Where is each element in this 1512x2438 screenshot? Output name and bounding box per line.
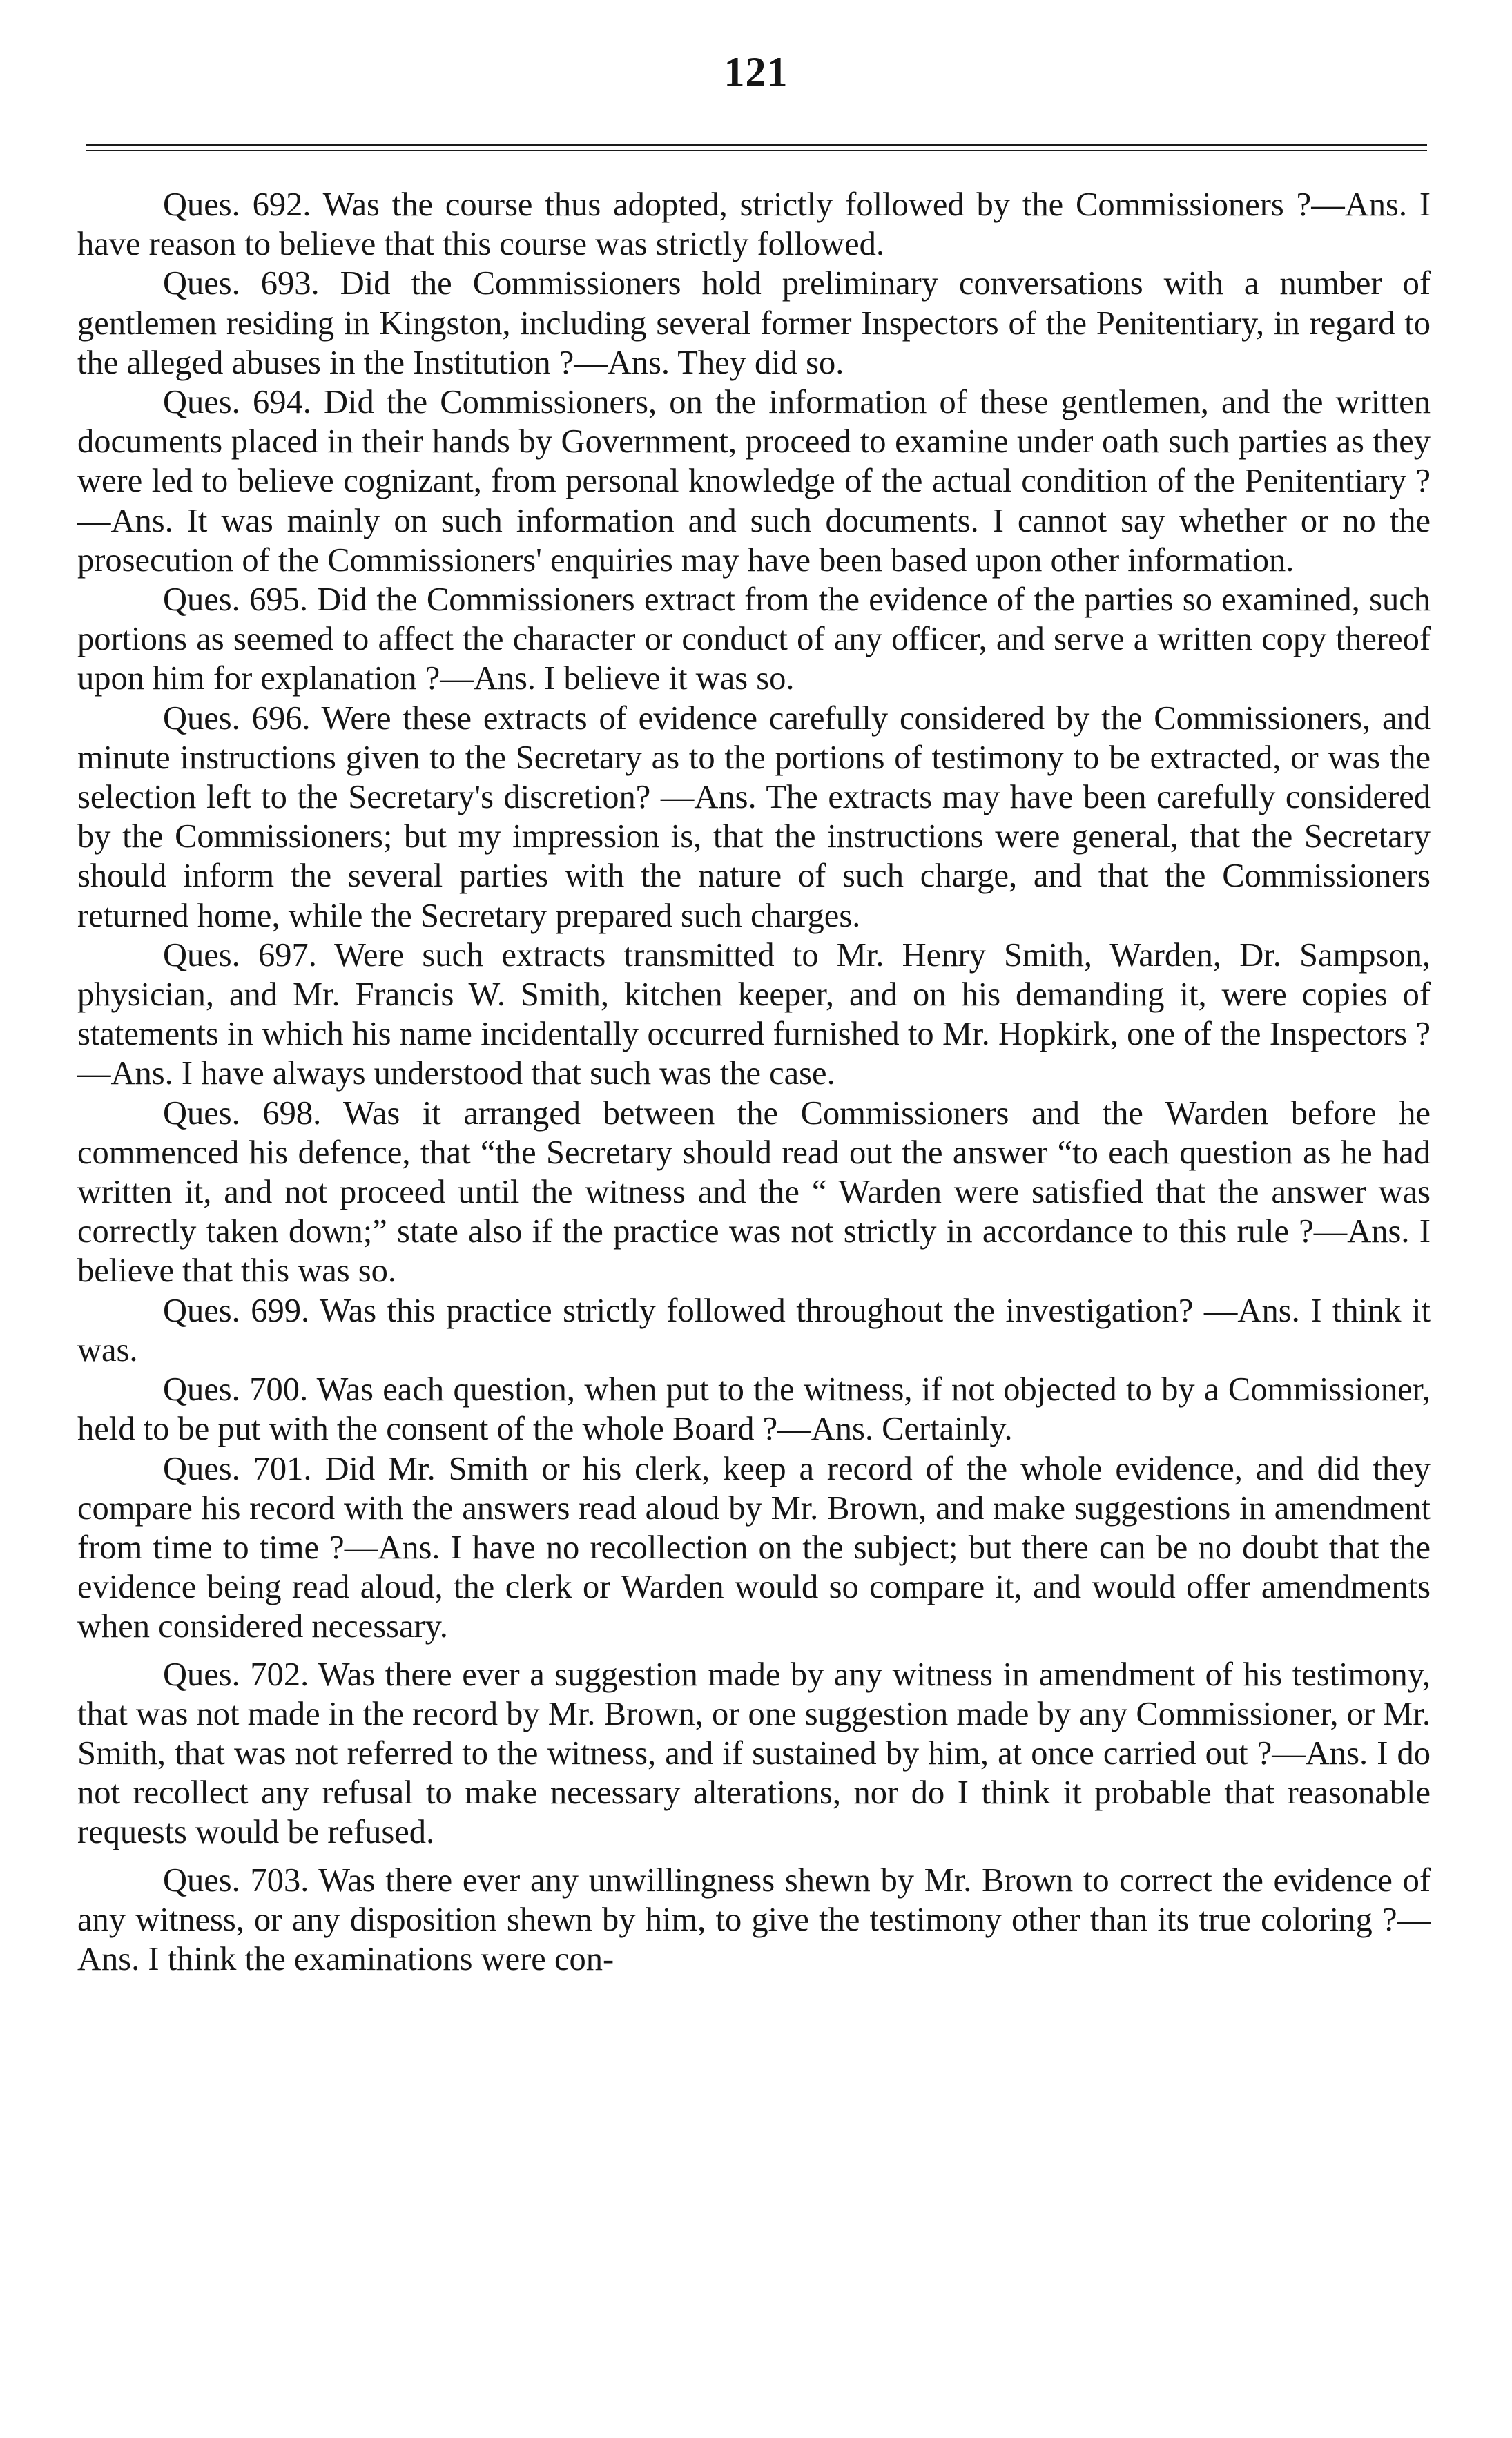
question-label: Ques. 699. — [163, 1292, 310, 1329]
qa-entry-696 — [77, 699, 1431, 936]
qa-entry-699 — [77, 1291, 1431, 1370]
question-label: Ques. 694. — [163, 384, 311, 421]
entry-text: Did the Commissioners hold preliminary conversations with a number of gentlemen residing in Kingston, including several former Inspectors of the Penitentiary, in regard to the alleged abuses in the Institution ?—Ans. They did so. — [77, 265, 1431, 381]
qa-entry-695 — [77, 580, 1431, 699]
qa-entry-702 — [77, 1655, 1431, 1852]
qa-entry-692 — [77, 185, 1431, 264]
qa-entry-697 — [77, 936, 1431, 1094]
entry-text: Was there ever a suggestion made by any witness in amendment of his testimony, that was not made in the record by Mr. Brown, or one suggestion made by any Commissioner, or Mr. Smith, that was not referred to the witness, and if sustained by him, at once carried out ?—Ans. I do not recollect any refusal to make necessary alterations, nor do I think it probable that reasonable requests would be refused. — [77, 1656, 1431, 1851]
question-label: Ques. 697. — [163, 936, 317, 974]
qa-entry-701 — [77, 1449, 1431, 1647]
header-rule — [86, 144, 1427, 153]
qa-entry-700 — [77, 1370, 1431, 1449]
entry-text: Were such extracts transmitted to Mr. Henry Smith, Warden, Dr. Sampson, physician, and Mr. Francis W. Smith, kitchen keeper, and on his demanding it, were copies of statements in which his name incidentally occurred furnished to Mr. Hopkirk, one of the Inspectors ?—Ans. I have always understood that such was the case. — [77, 936, 1431, 1092]
question-label: Ques. 702. — [163, 1656, 309, 1693]
question-label: Ques. 703. — [163, 1861, 309, 1899]
entry-text: Did Mr. Smith or his clerk, keep a record of the whole evidence, and did they compare his record with the answers read aloud by Mr. Brown, and make suggestions in amendment from time to time ?—Ans. I have no recollection on the subject; but there can be no doubt that the evidence being read aloud, the clerk or Warden would so compare it, and would offer amendments when considered necessary. — [77, 1450, 1431, 1645]
entry-text: Did the Commissioners extract from the evidence of the parties so examined, such portions as seemed to affect the character or conduct of any officer, and serve a written copy thereof upon him for explanation ?—Ans. I believe it was so. — [77, 581, 1431, 697]
question-label: Ques. 701. — [163, 1450, 312, 1487]
entry-text: Did the Commissioners, on the information of these gentlemen, and the written documents placed in their hands by Government, proceed to examine under oath such parties as they were led to believe cognizant, from personal knowledge of the actual condition of the Penitentiary ?—Ans. It was mainly on such information and such documents. I cannot say whether or no the prosecution of the Commissioners' enquiries may have been based upon other information. — [77, 384, 1431, 579]
question-label: Ques. 696. — [163, 699, 311, 737]
qa-entry-694 — [77, 383, 1431, 580]
page-number: 121 — [724, 49, 788, 95]
question-label: Ques. 700. — [163, 1371, 309, 1409]
question-label: Ques. 692. — [163, 186, 311, 223]
header-rule-thin — [86, 150, 1427, 151]
question-label: Ques. 693. — [163, 265, 320, 302]
qa-entry-703 — [77, 1861, 1431, 1980]
question-label: Ques. 695. — [163, 581, 308, 619]
entry-text: Was there ever any unwillingness shewn by Mr. Brown to correct the evidence of any witness, or any disposition shewn by him, to give the testimony other than its true coloring ?—Ans. I think the examinations were con- — [77, 1861, 1431, 1977]
entry-text: Was the course thus adopted, strictly followed by the Commissioners ?—Ans. I have reason to believe that this course was strictly followed. — [77, 186, 1431, 263]
qa-entry-698 — [77, 1094, 1431, 1291]
entry-text: Was each question, when put to the witness, if not objected to by a Commissioner, held to be put with the consent of the whole Board ?—Ans. Certainly. — [77, 1371, 1431, 1448]
entry-text: Were these extracts of evidence carefully considered by the Commissioners, and minute instructions given to the Secretary as to the portions of testimony to be extracted, or was the selection left to the Secretary's discretion? —Ans. The extracts may have been carefully considered by the Commissioners; but my impression is, that the instructions were general, that the Secretary should inform the several parties with the nature of such charge, and that the Commissioners returned home, while the Secretary prepared such charges. — [77, 699, 1431, 934]
entry-text: Was this practice strictly followed throughout the investigation? —Ans. I think it was. — [77, 1292, 1431, 1368]
entry-text: Was it arranged between the Commissioners and the Warden before he commenced his defence, that “the Secretary should read out the answer “to each question as he had written it, and not proceed until the witness and the “ Warden were satisfied that the answer was correctly taken down;” state also if the practice was not strictly in accordance to this rule ?—Ans. I believe that this was so. — [77, 1094, 1431, 1290]
header-rule-thick — [86, 144, 1427, 146]
question-label: Ques. 698. — [163, 1094, 322, 1132]
qa-entry-693 — [77, 264, 1431, 383]
questions-and-answers — [77, 185, 1431, 1979]
